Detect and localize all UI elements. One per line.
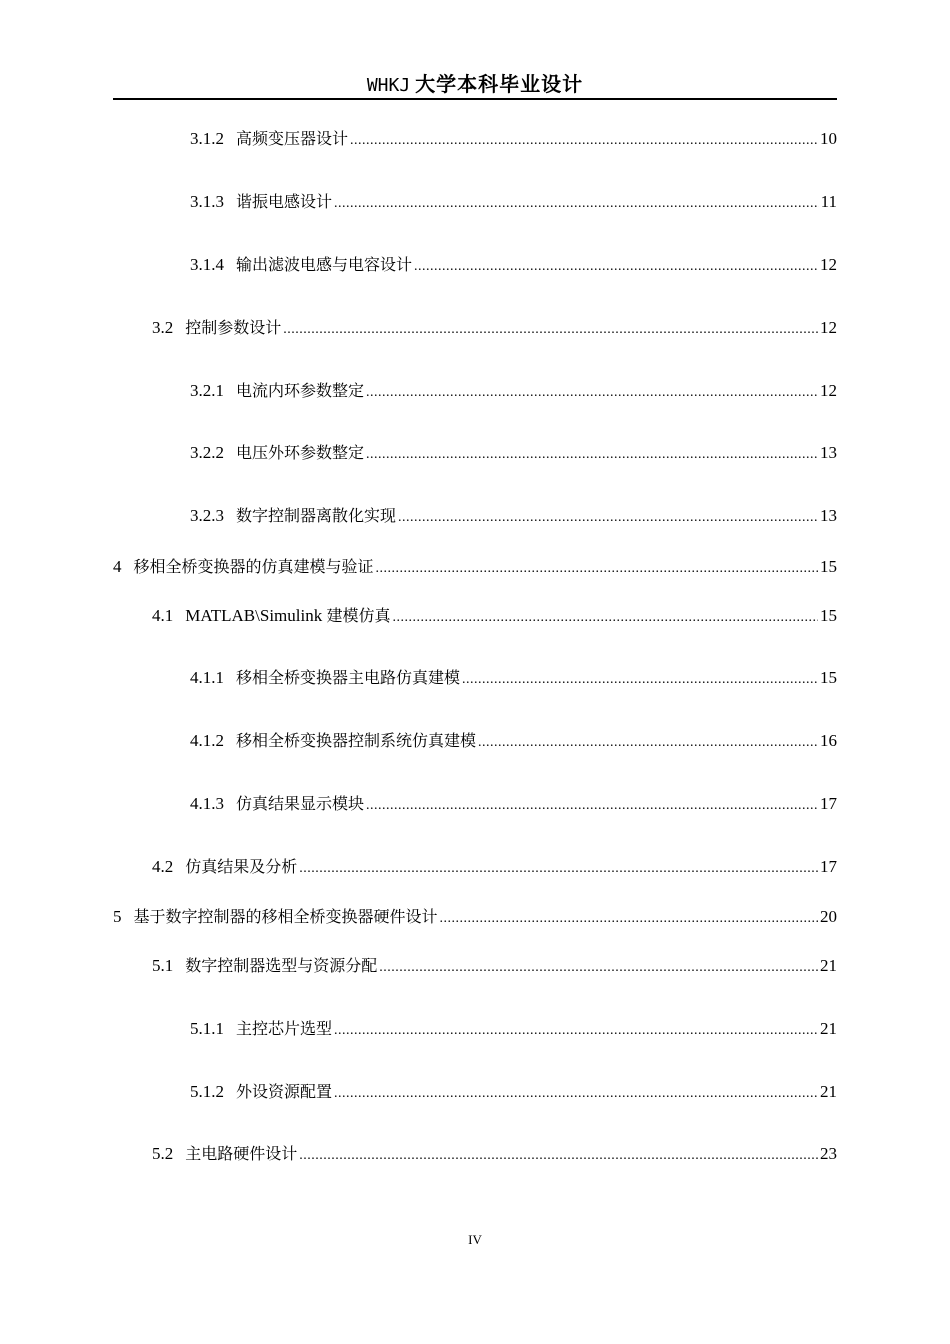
toc-entry-page: 12 — [820, 381, 837, 400]
toc-entry-title: 仿真结果及分析 — [185, 857, 298, 876]
toc-entry-page: 21 — [820, 1019, 837, 1038]
toc-entry-title: 外设资源配置 — [236, 1082, 333, 1101]
toc-entry-number: 5 — [113, 907, 122, 926]
toc-entry-page: 17 — [820, 857, 837, 876]
toc-entry-page: 11 — [820, 192, 837, 211]
toc-entry-number: 4.1.1 — [190, 668, 224, 687]
toc-entry[interactable] — [190, 1018, 837, 1042]
toc-entry-number: 4.1.3 — [190, 794, 224, 813]
toc-entry-title: 电流内环参数整定 — [236, 381, 365, 400]
toc-entry-page: 15 — [820, 557, 837, 576]
toc-entry-number: 3.1.3 — [190, 192, 224, 211]
toc-entry-title: 电压外环参数整定 — [236, 443, 365, 462]
toc-entry-title: 仿真结果显示模块 — [236, 794, 365, 813]
toc-entry-page: 13 — [820, 506, 837, 525]
toc-entry-number: 3.1.4 — [190, 255, 224, 274]
toc-entry[interactable] — [113, 906, 837, 930]
toc-entry-page: 12 — [820, 318, 837, 337]
toc-entry[interactable] — [190, 191, 837, 215]
toc-entry[interactable] — [190, 793, 837, 817]
toc-entry-number: 4.1.2 — [190, 731, 224, 750]
toc-entry-title-cjk: 建模仿真 — [326, 606, 391, 625]
toc-entry-title: 数字控制器选型与资源分配 — [185, 956, 378, 975]
toc-entry-number: 4.2 — [152, 857, 174, 876]
toc-entry-title: 移相全桥变换器控制系统仿真建模 — [236, 731, 477, 750]
toc-dot-leader — [350, 130, 818, 152]
toc-dot-leader — [379, 957, 818, 979]
toc-entry[interactable] — [190, 128, 837, 152]
toc-dot-leader — [440, 908, 818, 930]
toc-entry[interactable] — [190, 667, 837, 691]
toc-entry-page: 12 — [820, 255, 837, 274]
toc-entry[interactable] — [152, 955, 837, 979]
toc-entry-page: 15 — [820, 668, 837, 687]
toc-entry-number: 4.1 — [152, 606, 174, 625]
toc-dot-leader — [462, 669, 818, 691]
toc-entry[interactable] — [190, 730, 837, 754]
toc-entry-page: 17 — [820, 794, 837, 813]
toc-dot-leader — [398, 507, 818, 529]
toc-entry[interactable] — [113, 556, 837, 580]
toc-dot-leader — [392, 607, 818, 629]
toc-dot-leader — [334, 193, 819, 215]
toc-dot-leader — [478, 732, 818, 754]
toc-entry-page: 10 — [820, 129, 837, 148]
toc-entry-page: 21 — [820, 956, 837, 975]
toc-dot-leader — [376, 558, 818, 580]
toc-entry-page: 15 — [820, 606, 837, 625]
toc-dot-leader — [366, 444, 818, 466]
toc-entry[interactable] — [152, 856, 837, 880]
toc-entry-title: 主电路硬件设计 — [185, 1144, 298, 1163]
toc-entry[interactable] — [152, 605, 837, 629]
header-brand: WHKJ — [366, 75, 411, 96]
toc-entry-number: 3.2 — [152, 318, 174, 337]
toc-entry-page: 16 — [820, 731, 837, 750]
toc-entry-title: 主控芯片选型 — [236, 1019, 333, 1038]
toc-dot-leader — [283, 319, 818, 341]
toc-dot-leader — [334, 1083, 818, 1105]
toc-entry[interactable] — [152, 1143, 837, 1167]
toc-entry[interactable] — [190, 505, 837, 529]
toc-entry-title: 移相全桥变换器的仿真建模与验证 — [133, 557, 374, 576]
toc-dot-leader — [334, 1020, 818, 1042]
toc-entry-title: 移相全桥变换器主电路仿真建模 — [236, 668, 461, 687]
header-title: 大学本科毕业设计 — [415, 72, 584, 96]
page-number: IV — [468, 1232, 482, 1247]
toc-dot-leader — [366, 795, 818, 817]
toc-entry-title: 输出滤波电感与电容设计 — [236, 255, 413, 274]
toc-entry-number: 3.2.3 — [190, 506, 224, 525]
toc-entry[interactable] — [152, 317, 837, 341]
toc-entry-page: 23 — [820, 1144, 837, 1163]
toc-entry[interactable] — [190, 254, 837, 278]
toc-entry-page: 21 — [820, 1082, 837, 1101]
toc-entry-title — [185, 605, 390, 627]
toc-entry-number: 3.1.2 — [190, 129, 224, 148]
toc-entry[interactable] — [190, 442, 837, 466]
toc-entry-number: 4 — [113, 557, 122, 576]
toc-entry-number: 5.1.1 — [190, 1019, 224, 1038]
toc-dot-leader — [299, 858, 818, 880]
toc-entry-number: 5.1.2 — [190, 1082, 224, 1101]
toc-entry-title: 数字控制器离散化实现 — [236, 506, 397, 525]
toc-entry-number: 3.2.2 — [190, 443, 224, 462]
toc-entry-number: 3.2.1 — [190, 381, 224, 400]
toc-entry-page: 20 — [820, 907, 837, 926]
toc-entry[interactable] — [190, 380, 837, 404]
toc-dot-leader — [299, 1145, 818, 1167]
toc-entry-number: 5.2 — [152, 1144, 174, 1163]
toc-entry-title-latin: MATLAB\Simulink — [185, 606, 323, 625]
toc-entry-title: 高频变压器设计 — [236, 129, 349, 148]
toc-entry-title: 控制参数设计 — [185, 318, 282, 337]
toc-entry[interactable] — [190, 1081, 837, 1105]
toc-entry-title: 基于数字控制器的移相全桥变换器硬件设计 — [133, 907, 438, 926]
toc-entry-number: 5.1 — [152, 956, 174, 975]
toc-entry-title: 谐振电感设计 — [236, 192, 333, 211]
toc-entry-page: 13 — [820, 443, 837, 462]
toc-dot-leader — [414, 256, 818, 278]
toc-dot-leader — [366, 382, 818, 404]
